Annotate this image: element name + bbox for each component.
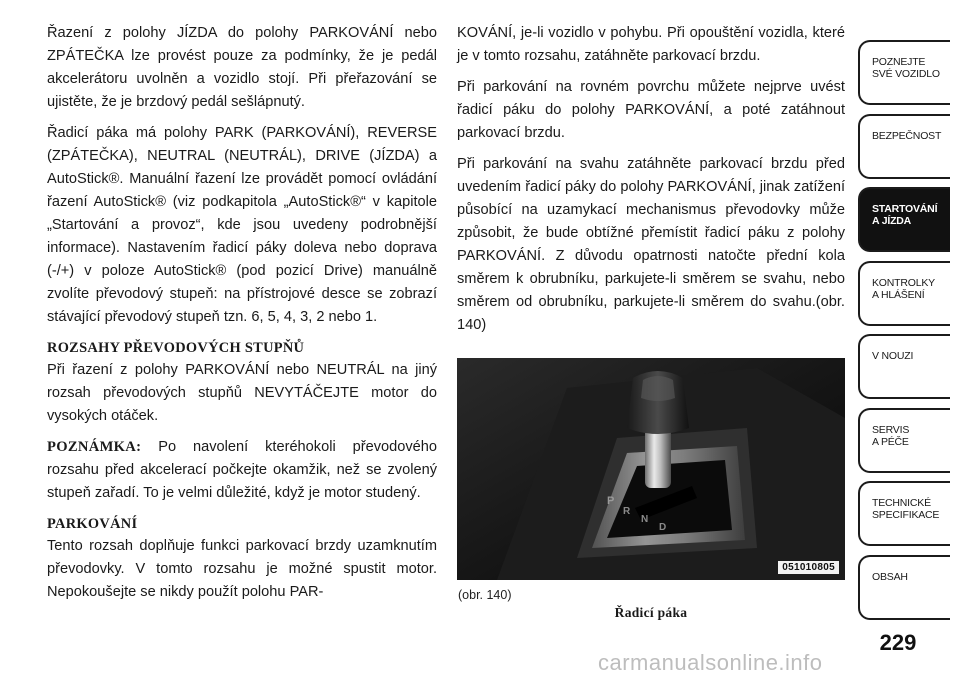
tab-indicators-and-messages[interactable]	[858, 261, 950, 326]
page-number: 229	[879, 630, 917, 655]
gate-letter-p: P	[607, 495, 615, 507]
figure-code: 051010805	[778, 561, 839, 574]
paragraph-slope-parking: Při parkování na svahu zatáhněte parkovací brzdu před uvedením řadicí páky do polohy PARKOVÁNÍ, jinak zatížení působící na uzamykací mechanismus převodovky může způsobit, že bude obtížné přemístit řadicí páku z polohy PARKOVÁNÍ. Z důvodu opatrnosti natočte přední kola směrem k obrubníku, parkujete-li směrem se svahu, nebo směrem od obrubníku, parkujete-li směrem do svahu.(obr. 140)	[457, 156, 845, 333]
tab-label: OBSAH	[872, 570, 908, 583]
tab-label: SERVIS A PÉČE	[872, 423, 910, 448]
tab-contents[interactable]	[858, 555, 950, 620]
paragraph-parking: Tento rozsah doplňuje funkci parkovací brzdy uzamknutím převodovky. V tomto rozsahu je možné spustit motor. Nepokoušejte se nikdy použít polohu PAR-	[47, 538, 437, 600]
heading-parking: PARKOVÁNÍ	[47, 516, 138, 532]
gate-letter-r: R	[623, 506, 631, 517]
note-text: Po navolení kteréhokoli převodového rozsahu před akcelerací počkejte okamžik, než se zvolený stupeň zařadí. To je velmi důležité, když je motor studený.	[47, 439, 437, 501]
tab-label: BEZPEČNOST	[872, 129, 942, 142]
note-label: POZNÁMKA:	[47, 439, 142, 455]
gear-lever-photo	[457, 358, 845, 580]
tab-label: TECHNICKÉ SPECIFIKACE	[872, 497, 940, 521]
figure-caption: Řadicí páka	[614, 605, 688, 620]
chapter-tabs	[858, 40, 950, 628]
tab-service-and-care[interactable]	[858, 408, 950, 473]
paragraph-parking-continued: KOVÁNÍ, je-li vozidlo v pohybu. Při opouštění vozidla, které je v tomto rozsahu, zatáhněte parkovací brzdu.	[457, 25, 845, 64]
left-column	[47, 22, 437, 612]
heading-gear-ranges: ROZSAHY PŘEVODOVÝCH STUPŇŮ	[47, 340, 305, 356]
tab-know-your-vehicle[interactable]	[858, 40, 950, 105]
tab-label: V NOUZI	[872, 350, 914, 362]
paragraph-shift-conditions: Řazení z polohy JÍZDA do polohy PARKOVÁNÍ nebo ZPÁTEČKA lze provést pouze za podmínky, že je pedál akcelerátoru uvolněn a vozidlo stojí. Při přeřazování se ujistěte, že je brzdový pedál sešlápnutý.	[47, 25, 437, 110]
tab-label: POZNEJTE SVÉ VOZIDLO	[872, 56, 940, 80]
tab-technical-specifications[interactable]	[858, 481, 950, 546]
tab-label: STARTOVÁNÍ A JÍZDA	[872, 203, 938, 227]
tab-safety[interactable]	[858, 114, 950, 179]
right-column	[457, 22, 845, 345]
figure-reference: (obr. 140)	[458, 588, 512, 602]
paragraph-gear-ranges: Při řazení z polohy PARKOVÁNÍ nebo NEUTRÁL na jiný rozsah převodových stupňů NEVYTÁČEJTE motor do vysokých otáček.	[47, 362, 437, 424]
watermark: carmanualsonline.info	[598, 650, 823, 675]
note-paragraph	[47, 436, 437, 505]
tab-starting-and-driving[interactable]	[858, 187, 950, 252]
paragraph-level-parking: Při parkování na rovném povrchu můžete nejprve uvést řadicí páku do polohy PARKOVÁNÍ, a poté zatáhnout parkovací brzdu.	[457, 79, 845, 141]
gate-letter-d: D	[659, 522, 667, 533]
tab-label: KONTROLKY A HLÁŠENÍ	[872, 276, 935, 301]
paragraph-lever-positions: Řadicí páka má polohy PARK (PARKOVÁNÍ), REVERSE (ZPÁTEČKA), NEUTRAL (NEUTRÁL), DRIVE (JÍZDA) a AutoStick®. Manuální řazení lze provádět pomocí ovládání řazení AutoStick® (viz podkapitola „AutoStick®“ v kapitole „Startování a provoz“, kde jsou uvedeny podrobnější informace). Nastavením řadicí páky doleva nebo doprava (-/+) v poloze AutoStick® (pod pozicí Drive) manuálně zvolíte převodový stupeň: na přístrojové desce se zobrazí stávající převodový stupeň tzn. 6, 5, 4, 3, 2 nebo 1.	[47, 125, 437, 325]
tab-emergency[interactable]	[858, 334, 950, 399]
gear-lever-illustration	[457, 358, 845, 580]
gate-letter-n: N	[641, 514, 649, 525]
